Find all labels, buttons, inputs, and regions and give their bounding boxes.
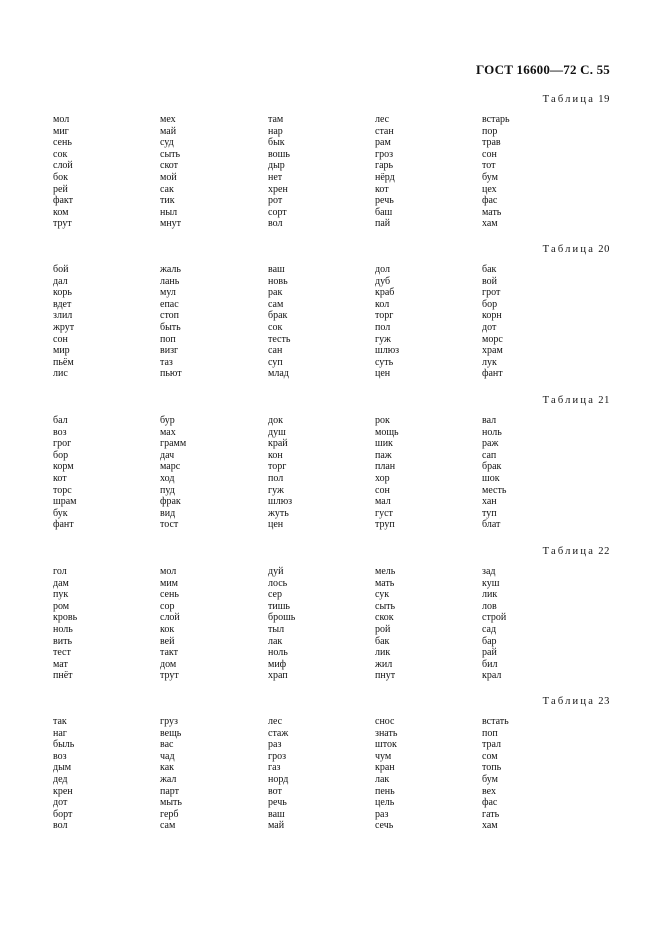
word-cell: мать <box>375 577 395 589</box>
word-cell: марс <box>160 461 181 473</box>
word-cell: жил <box>375 658 393 670</box>
word-cell: злил <box>53 310 73 322</box>
word-cell: такт <box>160 647 179 659</box>
word-cell: пай <box>375 218 391 230</box>
word-cell: слой <box>160 612 180 624</box>
word-cell: нет <box>268 171 283 183</box>
word-cell: млад <box>268 368 289 380</box>
word-cell: ноль <box>53 623 73 635</box>
table-caption <box>543 94 610 105</box>
word-cell: сечь <box>375 820 394 832</box>
word-cell: борт <box>53 808 73 820</box>
word-cell: лик <box>482 589 498 601</box>
word-cell: вид <box>160 507 176 519</box>
word-cell: сон <box>375 484 390 496</box>
word-cell: сак <box>160 183 174 195</box>
word-cell: парт <box>160 785 180 797</box>
word-cell: мал <box>375 496 391 508</box>
word-cell: епас <box>160 298 179 310</box>
word-cell: гуж <box>268 484 284 496</box>
word-cell: хрен <box>268 183 288 195</box>
table-column <box>268 114 368 230</box>
table-column <box>482 264 582 380</box>
word-cell: кровь <box>53 612 78 624</box>
word-cell: ныл <box>160 206 178 218</box>
word-cell: рок <box>375 415 390 426</box>
word-cell: сень <box>53 137 72 149</box>
word-cell: брак <box>482 461 502 473</box>
word-cell: цель <box>375 797 395 809</box>
word-cell: фрак <box>160 496 181 508</box>
word-cell: стоп <box>160 310 180 322</box>
table-column <box>482 566 582 682</box>
word-cell: пор <box>482 125 498 137</box>
word-cell: встать <box>482 716 509 727</box>
word-cell: вал <box>482 415 497 426</box>
word-cell: жал <box>160 773 177 785</box>
table-caption-word: Таблица <box>542 94 596 105</box>
word-cell: дот <box>482 321 497 333</box>
word-cell: ром <box>53 600 70 612</box>
table-column <box>53 566 153 682</box>
word-cell: сан <box>268 345 283 357</box>
table-column <box>375 716 475 832</box>
word-cell: трав <box>482 137 501 149</box>
word-cell: мат <box>53 658 68 670</box>
word-cell: вей <box>160 635 175 647</box>
word-cell: цен <box>268 519 284 531</box>
word-cell: ваш <box>268 808 285 820</box>
word-cell: скот <box>160 160 179 172</box>
word-cell: дам <box>53 577 69 589</box>
word-cell: бум <box>482 773 498 785</box>
word-cell: пнёт <box>53 670 73 682</box>
word-cell: кон <box>268 449 283 461</box>
word-cell: дыр <box>268 160 285 172</box>
word-cell: трут <box>160 670 179 682</box>
word-cell: ход <box>160 472 175 484</box>
word-cell: мнут <box>160 218 182 230</box>
word-cell: вот <box>268 785 282 797</box>
word-cell: жаль <box>160 264 181 275</box>
table-column <box>375 114 475 230</box>
word-cell: сыть <box>160 148 181 160</box>
word-cell: трут <box>53 218 72 230</box>
word-cell: дуб <box>375 275 391 287</box>
table-column <box>160 415 260 531</box>
word-cell: сон <box>482 148 497 160</box>
word-cell: рот <box>268 195 283 207</box>
word-cell: нар <box>268 125 283 137</box>
word-cell: густ <box>375 507 393 519</box>
word-cell: дым <box>53 762 72 774</box>
word-cell: рой <box>375 623 391 635</box>
word-cell: миф <box>268 658 287 670</box>
word-cell: бак <box>375 635 390 647</box>
word-cell: храп <box>268 670 288 682</box>
word-cell: речь <box>375 195 394 207</box>
word-cell: дот <box>53 797 68 809</box>
word-cell: раз <box>268 739 282 751</box>
word-cell: пьём <box>53 356 74 368</box>
word-cell: фант <box>482 368 503 380</box>
word-cell: зад <box>482 566 496 577</box>
word-cell: новь <box>268 275 288 287</box>
word-cell: хор <box>375 472 390 484</box>
word-cell: лак <box>375 773 390 785</box>
word-cell: торг <box>375 310 394 322</box>
word-cell: ноль <box>268 647 288 659</box>
word-cell: дал <box>53 275 68 287</box>
word-cell: чад <box>160 750 175 762</box>
word-cell: рай <box>482 647 497 659</box>
word-cell: план <box>375 461 396 473</box>
word-cell: мой <box>160 171 177 183</box>
table-number: 23 <box>598 696 610 707</box>
word-cell: дед <box>53 773 68 785</box>
table-column <box>268 415 368 531</box>
word-cell: крен <box>53 785 73 797</box>
word-cell: пол <box>375 321 391 333</box>
word-cell: бык <box>268 137 285 149</box>
word-cell: док <box>268 415 283 426</box>
word-cell: ноль <box>482 426 502 438</box>
word-cell: строй <box>482 612 507 624</box>
word-cell: гол <box>53 566 67 577</box>
word-cell: бил <box>482 658 498 670</box>
table-caption <box>543 696 610 707</box>
table-column <box>160 566 260 682</box>
word-cell: шик <box>375 438 393 450</box>
word-cell: пол <box>268 472 284 484</box>
word-cell: тишь <box>268 600 290 612</box>
word-cell: сам <box>268 298 284 310</box>
word-cell: мех <box>160 114 176 125</box>
word-cell: вол <box>268 218 283 230</box>
word-cell: там <box>268 114 284 125</box>
table-caption-word: Таблица <box>542 546 596 557</box>
word-cell: рак <box>268 287 283 299</box>
word-cell: лань <box>160 275 180 287</box>
word-cell: мель <box>375 566 396 577</box>
word-cell: груз <box>160 716 178 727</box>
table-column <box>53 264 153 380</box>
word-cell: край <box>268 438 288 450</box>
word-cell: май <box>268 820 285 832</box>
word-cell: стаж <box>268 727 289 739</box>
word-cell: суд <box>160 137 174 149</box>
word-cell: труп <box>375 519 395 531</box>
word-cell: лук <box>482 356 497 368</box>
word-cell: вить <box>53 635 73 647</box>
word-cell: бур <box>160 415 175 426</box>
word-cell: торг <box>268 461 287 473</box>
word-cell: бар <box>482 635 497 647</box>
word-cell: гать <box>482 808 500 820</box>
word-cell: сом <box>482 750 498 762</box>
word-cell: бор <box>53 449 69 461</box>
word-cell: миг <box>53 125 69 137</box>
word-cell: шлюз <box>375 345 400 357</box>
word-cell: торс <box>53 484 72 496</box>
word-cell: воз <box>53 426 67 438</box>
word-cell: хам <box>482 820 498 832</box>
word-cell: морс <box>482 333 503 345</box>
word-cell: кот <box>53 472 67 484</box>
table-column <box>268 264 368 380</box>
word-cell: паж <box>375 449 392 461</box>
word-cell: бор <box>482 298 498 310</box>
word-cell: речь <box>268 797 287 809</box>
word-cell: быть <box>160 321 181 333</box>
word-cell: как <box>160 762 175 774</box>
word-cell: бак <box>482 264 497 275</box>
word-cell: дом <box>160 658 177 670</box>
word-cell: визг <box>160 345 179 357</box>
word-cell: вас <box>160 739 174 751</box>
word-cell: рей <box>53 183 68 195</box>
word-cell: пуд <box>160 484 175 496</box>
table-column <box>160 264 260 380</box>
word-cell: встарь <box>482 114 510 125</box>
word-cell: дол <box>375 264 390 275</box>
word-cell: мол <box>53 114 70 125</box>
word-cell: сень <box>160 589 179 601</box>
table-column <box>375 264 475 380</box>
word-cell: норд <box>268 773 289 785</box>
word-cell: сор <box>160 600 175 612</box>
word-cell: кран <box>375 762 395 774</box>
word-cell: тост <box>160 519 179 531</box>
word-cell: кок <box>160 623 175 635</box>
word-cell: факт <box>53 195 74 207</box>
table-column <box>53 114 153 230</box>
table-column <box>160 114 260 230</box>
word-cell: сок <box>53 148 68 160</box>
word-cell: туп <box>482 507 497 519</box>
word-cell: герб <box>160 808 179 820</box>
word-cell: фас <box>482 797 498 809</box>
word-cell: мол <box>160 566 177 577</box>
word-cell: топь <box>482 762 502 774</box>
word-cell: вошь <box>268 148 290 160</box>
word-cell: фант <box>53 519 74 531</box>
word-cell: шлюз <box>268 496 293 508</box>
table-column <box>375 415 475 531</box>
word-cell: пень <box>375 785 395 797</box>
word-cell: брошь <box>268 612 296 624</box>
word-cell: храм <box>482 345 503 357</box>
word-cell: краб <box>375 287 395 299</box>
word-cell: поп <box>482 727 498 739</box>
word-cell: кот <box>375 183 389 195</box>
table-column <box>160 716 260 832</box>
word-cell: поп <box>160 333 176 345</box>
word-cell: пьют <box>160 368 182 380</box>
word-cell: мыть <box>160 797 182 809</box>
table-column <box>53 415 153 531</box>
word-cell: куш <box>482 577 500 589</box>
word-cell: гроз <box>375 148 394 160</box>
word-cell: грамм <box>160 438 187 450</box>
word-cell: сорт <box>268 206 287 218</box>
table-column <box>482 716 582 832</box>
word-cell: сер <box>268 589 282 601</box>
word-cell: месть <box>482 484 507 496</box>
table-column <box>482 415 582 531</box>
word-cell: сыть <box>375 600 396 612</box>
table-caption-word: Таблица <box>542 244 596 255</box>
word-cell: блат <box>482 519 501 531</box>
table-caption <box>543 395 610 406</box>
word-cell: гуж <box>375 333 391 345</box>
word-cell: воз <box>53 750 67 762</box>
word-cell: вдет <box>53 298 72 310</box>
word-cell: раж <box>482 438 499 450</box>
word-cell: мах <box>160 426 176 438</box>
word-cell: хам <box>482 218 498 230</box>
word-cell: лов <box>482 600 497 612</box>
word-cell: вещь <box>160 727 182 739</box>
word-cell: мим <box>160 577 179 589</box>
word-cell: сап <box>482 449 497 461</box>
word-cell: лес <box>375 114 390 125</box>
word-cell: бок <box>53 171 68 183</box>
word-cell: бал <box>53 415 68 426</box>
word-cell: цен <box>375 368 391 380</box>
word-cell: бум <box>482 171 498 183</box>
word-cell: жрут <box>53 321 75 333</box>
table-number: 22 <box>598 546 610 557</box>
page-header: ГОСТ 16600—72 С. 55 <box>476 62 610 77</box>
word-cell: жуть <box>268 507 289 519</box>
word-cell: шток <box>375 739 397 751</box>
word-cell: наг <box>53 727 67 739</box>
word-cell: шрам <box>53 496 77 508</box>
word-cell: корь <box>53 287 72 299</box>
word-cell: лак <box>268 635 283 647</box>
table-caption-word: Таблица <box>542 696 596 707</box>
table-caption-word: Таблица <box>542 395 596 406</box>
word-cell: знать <box>375 727 398 739</box>
word-cell: сам <box>160 820 176 832</box>
table-caption <box>543 546 610 557</box>
word-cell: ваш <box>268 264 285 275</box>
word-cell: вой <box>482 275 498 287</box>
word-cell: баш <box>375 206 393 218</box>
word-cell: тыл <box>268 623 285 635</box>
word-cell: лик <box>375 647 391 659</box>
word-cell: бой <box>53 264 69 275</box>
word-cell: грот <box>482 287 501 299</box>
word-cell: стан <box>375 125 394 137</box>
table-column <box>482 114 582 230</box>
word-cell: пнут <box>375 670 396 682</box>
word-cell: кол <box>375 298 390 310</box>
word-cell: цех <box>482 183 497 195</box>
word-cell: снос <box>375 716 395 727</box>
table-column <box>53 716 153 832</box>
word-cell: мощь <box>375 426 399 438</box>
word-cell: гарь <box>375 160 394 172</box>
word-cell: май <box>160 125 177 137</box>
word-cell: скок <box>375 612 394 624</box>
word-cell: мир <box>53 345 70 357</box>
word-cell: чум <box>375 750 392 762</box>
table-column <box>375 566 475 682</box>
word-cell: таз <box>160 356 173 368</box>
word-cell: мул <box>160 287 176 299</box>
word-cell: дуй <box>268 566 284 577</box>
table-number: 21 <box>598 395 610 406</box>
word-cell: вол <box>53 820 68 832</box>
word-cell: газ <box>268 762 281 774</box>
word-cell: грог <box>53 438 72 450</box>
word-cell: корн <box>482 310 502 322</box>
word-cell: раз <box>375 808 389 820</box>
word-cell: тот <box>482 160 496 172</box>
word-cell: дач <box>160 449 175 461</box>
word-cell: корм <box>53 461 74 473</box>
word-cell: брак <box>268 310 288 322</box>
word-cell: рам <box>375 137 391 149</box>
word-cell: шок <box>482 472 500 484</box>
word-cell: сок <box>268 321 283 333</box>
word-cell: лес <box>268 716 283 727</box>
word-cell: нёрд <box>375 171 395 183</box>
word-cell: суть <box>375 356 394 368</box>
word-cell: гроз <box>268 750 287 762</box>
word-cell: душ <box>268 426 286 438</box>
table-column <box>268 716 368 832</box>
word-cell: тесть <box>268 333 291 345</box>
word-cell: так <box>53 716 67 727</box>
word-cell: тест <box>53 647 71 659</box>
word-cell: лис <box>53 368 68 380</box>
word-cell: быль <box>53 739 75 751</box>
word-cell: сук <box>375 589 390 601</box>
word-cell: лось <box>268 577 288 589</box>
word-cell: пук <box>53 589 69 601</box>
table-number: 19 <box>598 94 610 105</box>
table-number: 20 <box>598 244 610 255</box>
word-cell: фас <box>482 195 498 207</box>
word-cell: мать <box>482 206 502 218</box>
word-cell: суп <box>268 356 283 368</box>
word-cell: трал <box>482 739 502 751</box>
word-cell: сон <box>53 333 68 345</box>
table-column <box>268 566 368 682</box>
word-cell: хан <box>482 496 497 508</box>
word-cell: бук <box>53 507 68 519</box>
word-cell: тик <box>160 195 175 207</box>
word-cell: крал <box>482 670 502 682</box>
table-caption <box>543 244 610 255</box>
word-cell: вех <box>482 785 496 797</box>
word-cell: слой <box>53 160 73 172</box>
word-cell: ком <box>53 206 69 218</box>
word-cell: сад <box>482 623 497 635</box>
